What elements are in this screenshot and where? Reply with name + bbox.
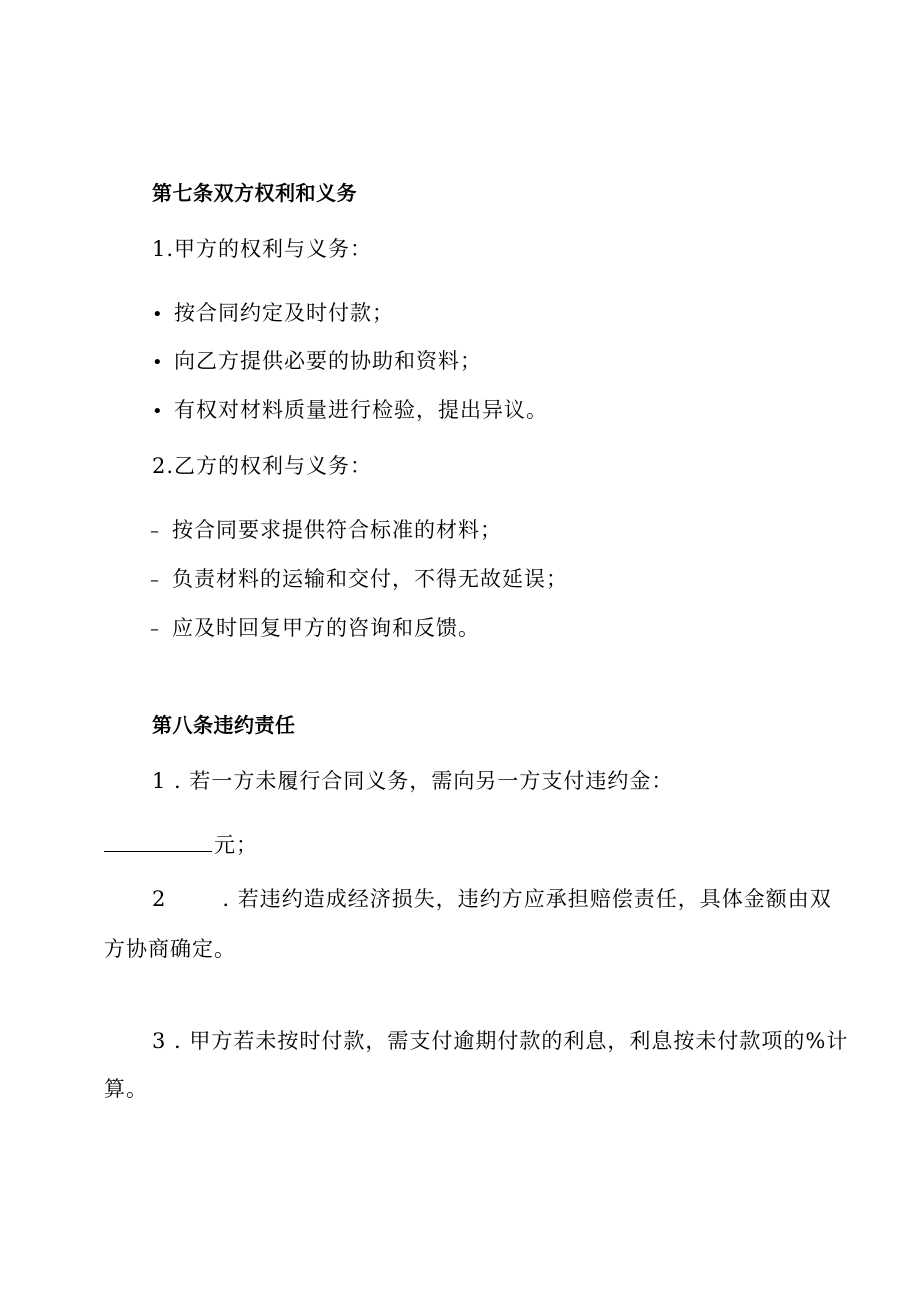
clause1-text: 1 . 若一方未履行合同义务，需向另一方支付违约金：: [152, 769, 674, 793]
list-item: [150, 614, 480, 644]
party-b-item-2: 负责材料的运输和交付，不得无故延误；: [172, 567, 568, 591]
clause2-line2: 方协商确定。: [104, 937, 236, 961]
dash-bullet-icon: –: [150, 570, 160, 591]
bullet-dot-icon: •: [152, 304, 164, 325]
list-item: [150, 516, 502, 546]
party-a-item-1: 按合同约定及时付款；: [174, 301, 394, 325]
list-item: [152, 396, 548, 426]
dash-bullet-icon: –: [150, 619, 160, 640]
party-a-item-3: 有权对材料质量进行检验，提出异议。: [174, 398, 548, 422]
clause2-line1: [152, 885, 832, 913]
list-item: [152, 299, 394, 329]
clause3-line2: 算。: [104, 1077, 148, 1101]
list-item: [150, 565, 568, 595]
article7-title: 第七条双方权利和义务: [152, 181, 357, 205]
clause1-unit: 元；: [214, 833, 258, 857]
party-a-item-2: 向乙方提供必要的协助和资料；: [174, 349, 482, 373]
party-b-item-1: 按合同要求提供符合标准的材料；: [172, 518, 502, 542]
clause2-text: . 若违约造成经济损失，违约方应承担赔偿责任，具体金额由双: [222, 887, 832, 911]
clause3-line1: 3 . 甲方若未按时付款，需支付逾期付款的利息，利息按未付款项的%计: [152, 1029, 849, 1053]
clause1-amount-line: [104, 831, 258, 859]
list-item: [152, 347, 482, 377]
article8-title: 第八条违约责任: [152, 713, 296, 737]
bullet-dot-icon: •: [152, 401, 164, 422]
party-b-item-3: 应及时回复甲方的咨询和反馈。: [172, 616, 480, 640]
clause2-number: 2: [152, 887, 167, 911]
amount-blank-field: [104, 831, 212, 852]
dash-bullet-icon: –: [150, 521, 160, 542]
party-a-heading: 1.甲方的权利与义务：: [152, 237, 373, 261]
bullet-dot-icon: •: [152, 352, 164, 373]
party-b-heading: 2.乙方的权利与义务：: [152, 454, 373, 478]
